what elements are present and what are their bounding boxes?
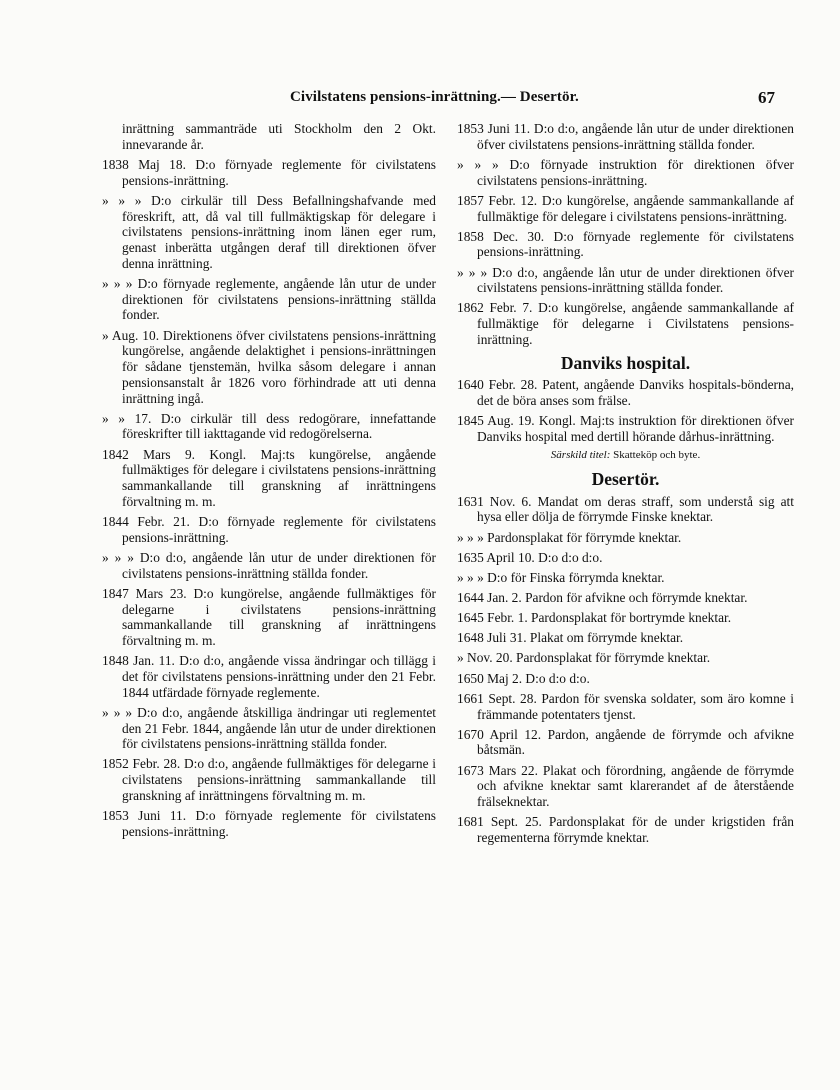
decree-entry: » » » D:o cirkulär till Dess Befallningshafvande med föreskrift, att, då val till fullmäktigskap för delegare i civilstatens pensions-inrättning inom länen eger rum, genast inberätta utgången deraf till direktionen öfver denna inrättning. [102, 192, 436, 271]
decree-entry: » » » D:o d:o, angående lån utur de under direktionen öfver civilstatens pensions-inrättning ställda fonder. [457, 264, 794, 296]
decree-entry: » » » D:o för Finska förrymda knektar. [457, 569, 665, 585]
right-column [457, 121, 794, 850]
decree-entry: 1644 Jan. 2. Pardon för afvikne och förrymde knektar. [457, 590, 748, 606]
decree-entry: 1673 Mars 22. Plakat och förordning, angående de förrymde och afvikne knektar samt klarerandet af de återstående frälseknektar. [457, 762, 794, 810]
decree-entry: 1838 Maj 18. D:o förnyade reglemente för civilstatens pensions-inrättning. [102, 156, 436, 188]
decree-entry: 1853 Juni 11. D:o d:o, angående lån utur de under direktionen öfver civilstatens pensions-inrättning ställda fonder. [457, 121, 794, 152]
decree-entry: » Nov. 20. Pardonsplakat för förrymde knektar. [457, 650, 711, 666]
decree-entry: 1650 Maj 2. D:o d:o d:o. [457, 670, 590, 686]
decree-entry: 1648 Juli 31. Plakat om förrymde knektar. [457, 630, 684, 646]
decree-entry: 1640 Febr. 28. Patent, angående Danviks hospitals-bönderna, det de böra anses som frälse. [457, 377, 794, 409]
decree-entry: » » » D:o förnyade reglemente, angående lån utur de under direktionen för civilstatens pensions-inrättning ställda fonder. [102, 275, 436, 323]
special-title-text: Skatteköp och byte. [610, 449, 701, 462]
decree-entry: 1635 April 10. D:o d:o d:o. [457, 549, 603, 565]
decree-entry: 1645 Febr. 1. Pardonsplakat för bortrymde knektar. [457, 610, 732, 626]
special-title-label: Särskild titel: [550, 449, 611, 462]
decree-entry: » » » D:o d:o, angående åtskilliga ändringar uti reglementet den 21 Febr. 1844, angående lån utur de under direktionen för civilstatens pensions-inrättning ställda fonder. [102, 704, 436, 752]
decree-entry: » » » D:o förnyade instruktion för direktionen öfver civilstatens pensions-inrättning. [457, 156, 794, 188]
special-title-note [457, 448, 794, 464]
decree-entry: 1852 Febr. 28. D:o d:o, angående fullmäktiges för delegarne i civilstatens pensions-inrättning sammankallande till granskning af inrättningens förvaltning m. m. [102, 756, 436, 803]
decree-entry: 1853 Juni 11. D:o förnyade reglemente för civilstatens pensions-inrättning. [102, 808, 436, 839]
decree-entry: » » » Pardonsplakat för förrymde knektar. [457, 529, 682, 545]
decree-entry: 1862 Febr. 7. D:o kungörelse, angående sammankallande af fullmäktige för delegarne i Civilstatens pensions-inrättning. [457, 300, 794, 347]
decree-entry: 1848 Jan. 11. D:o d:o, angående vissa ändringar och tillägg i det för civilstatens pensions-inrättning under den 21 Febr. 1844 utfärdade förnyade reglemente. [102, 653, 436, 700]
page-number: 67 [758, 88, 775, 107]
section-heading: Desertör. [591, 468, 660, 489]
decree-entry: 1631 Nov. 6. Mandat om deras straff, som understå sig att hysa eller dölja de förrymde Finske knektar. [457, 493, 794, 525]
continued-entry: inrättning sammanträde uti Stockholm den 2 Okt. innevarande år. [122, 121, 436, 152]
decree-entry: 1661 Sept. 28. Pardon för svenska soldater, som äro komne i främmande potentaters tjenst. [457, 690, 794, 722]
decree-entry: 1857 Febr. 12. D:o kungörelse, angående sammankallande af fullmäktige för delegare i civilstatens pensions-inrättning. [457, 192, 794, 224]
section-heading: Danviks hospital. [560, 352, 691, 373]
decree-entry: » Aug. 10. Direktionens öfver civilstatens pensions-inrättning kungörelse, angående delaktighet i pensions-inrättningen för sådane tjenstemän, hvilka såsom delegare i annan pensionsanstalt år 1826 voro förhindrade att uti denna inrättning ingå. [102, 327, 436, 406]
decree-entry: » » 17. D:o cirkulär till dess redogörare, innefattande föreskrifter till iakttagande vid redogörelserna. [102, 410, 436, 442]
decree-entry: 1681 Sept. 25. Pardonsplakat för de under krigstiden från regementerna förrymde knektar. [457, 814, 794, 845]
decree-entry: 1842 Mars 9. Kongl. Maj:ts kungörelse, angående fullmäktiges för delegare i civilstatens pensions-inrättning sammankallande till granskning af inrättningens förvaltning m. m. [102, 446, 436, 509]
left-column [102, 121, 436, 844]
running-header: Civilstatens pensions-inrättning.— Desertör. [290, 89, 579, 105]
decree-entry: 1845 Aug. 19. Kongl. Maj:ts instruktion för direktionen öfver Danviks hospital med dertill hörande dårhus-inrättning. [457, 413, 794, 445]
decree-entry: 1844 Febr. 21. D:o förnyade reglemente för civilstatens pensions-inrättning. [102, 513, 436, 545]
decree-entry: 1858 Dec. 30. D:o förnyade reglemente för civilstatens pensions-inrättning. [457, 228, 794, 260]
decree-entry: 1847 Mars 23. D:o kungörelse, angående fullmäktiges för delegarne i civilstatens pensions-inrättning sammankallande till granskning af inrättningens förvaltning m. m. [102, 585, 436, 649]
decree-entry: 1670 April 12. Pardon, angående de förrymde och afvikne båtsmän. [457, 726, 794, 758]
decree-entry: » » » D:o d:o, angående lån utur de under direktionen för civilstatens pensions-inrättning ställda fonder. [102, 549, 436, 581]
